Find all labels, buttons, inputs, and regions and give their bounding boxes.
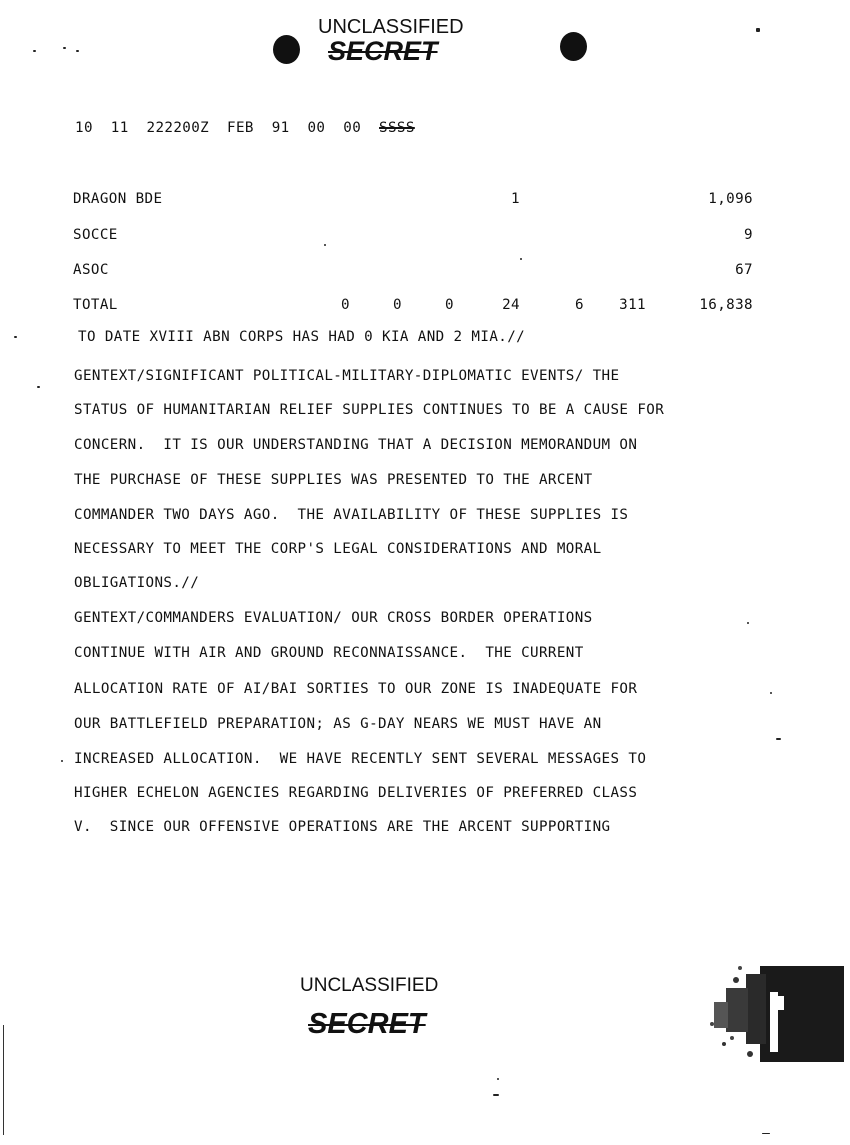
scan-speck <box>33 50 36 52</box>
scan-stamp-mark <box>706 962 844 1062</box>
scan-speck <box>762 1133 770 1134</box>
table-cell: 0 <box>341 297 350 313</box>
table-cell: 9 <box>744 227 753 243</box>
punch-hole-left <box>273 35 300 64</box>
punch-hole-right <box>560 32 587 61</box>
scan-speck <box>520 258 522 260</box>
scan-speck <box>14 336 17 338</box>
scan-speck <box>63 47 66 49</box>
scan-speck <box>747 622 749 624</box>
scan-speck <box>324 244 326 246</box>
scan-edge-line <box>3 1025 4 1135</box>
table-row-label: SOCCE <box>73 227 118 243</box>
table-cell: 311 <box>619 297 646 313</box>
dtg-text: 10 11 222200Z FEB 91 00 00 <box>75 120 362 136</box>
text-line: CONCERN. IT IS OUR UNDERSTANDING THAT A DECISION MEMORANDUM ON <box>74 437 638 453</box>
table-cell: 0 <box>445 297 454 313</box>
table-row-label: DRAGON BDE <box>73 191 163 207</box>
scan-speck <box>776 738 781 740</box>
scan-speck <box>497 1078 499 1080</box>
text-line: NECESSARY TO MEET THE CORP'S LEGAL CONSIDERATIONS AND MORAL <box>74 541 602 557</box>
text-line: CONTINUE WITH AIR AND GROUND RECONNAISSANCE. THE CURRENT <box>74 645 584 661</box>
text-line: GENTEXT/SIGNIFICANT POLITICAL-MILITARY-DIPLOMATIC EVENTS/ THE <box>74 368 620 384</box>
table-cell: 1 <box>511 191 520 207</box>
bottom-struck-secret-marking: SECRET <box>308 1008 426 1040</box>
scan-speck <box>61 760 63 762</box>
text-line: COMMANDER TWO DAYS AGO. THE AVAILABILITY OF THESE SUPPLIES IS <box>74 507 629 523</box>
text-line: THE PURCHASE OF THESE SUPPLIES WAS PRESENTED TO THE ARCENT <box>74 472 593 488</box>
table-cell: 67 <box>735 262 753 278</box>
text-line: STATUS OF HUMANITARIAN RELIEF SUPPLIES CONTINUES TO BE A CAUSE FOR <box>74 402 665 418</box>
text-line: OUR BATTLEFIELD PREPARATION; AS G-DAY NEARS WE MUST HAVE AN <box>74 716 602 732</box>
text-line: GENTEXT/COMMANDERS EVALUATION/ OUR CROSS BORDER OPERATIONS <box>74 610 593 626</box>
table-row-label: ASOC <box>73 262 109 278</box>
text-line: OBLIGATIONS.// <box>74 575 200 591</box>
table-cell: 16,838 <box>699 297 753 313</box>
text-line: HIGHER ECHELON AGENCIES REGARDING DELIVERIES OF PREFERRED CLASS <box>74 785 638 801</box>
text-line: TO DATE XVIII ABN CORPS HAS HAD 0 KIA AND 2 MIA.// <box>78 329 526 345</box>
table-cell: 0 <box>393 297 402 313</box>
table-row-label: TOTAL <box>73 297 118 313</box>
text-line: V. SINCE OUR OFFENSIVE OPERATIONS ARE THE ARCENT SUPPORTING <box>74 819 611 835</box>
top-classification-marking: UNCLASSIFIED <box>318 16 464 38</box>
scan-speck <box>37 386 40 388</box>
scan-speck <box>76 50 79 52</box>
top-struck-secret-marking: SECRET <box>328 36 438 66</box>
text-line: INCREASED ALLOCATION. WE HAVE RECENTLY SENT SEVERAL MESSAGES TO <box>74 751 647 767</box>
text-line: ALLOCATION RATE OF AI/BAI SORTIES TO OUR ZONE IS INADEQUATE FOR <box>74 681 638 697</box>
scan-speck <box>493 1094 499 1096</box>
dtg-struck-code: SSSS <box>379 120 415 136</box>
table-cell: 6 <box>575 297 584 313</box>
scan-speck <box>756 28 760 32</box>
scan-speck <box>770 692 772 694</box>
bottom-classification-marking: UNCLASSIFIED <box>300 975 439 996</box>
dtg-line <box>75 120 415 136</box>
table-cell: 24 <box>502 297 520 313</box>
table-cell: 1,096 <box>708 191 753 207</box>
